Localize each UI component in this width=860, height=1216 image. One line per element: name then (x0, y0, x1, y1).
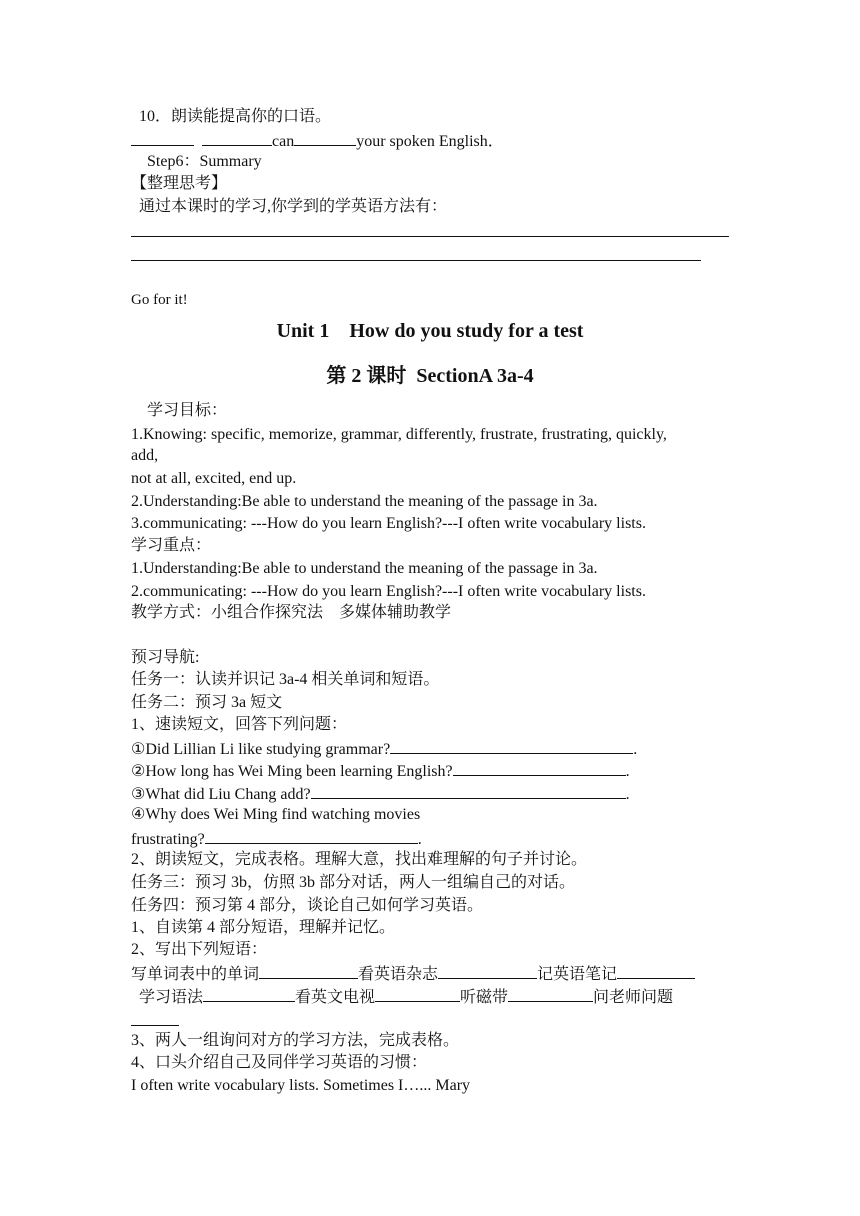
preview-label: 预习导航: (131, 649, 200, 666)
answer-blank (205, 828, 418, 844)
period: . (625, 763, 630, 780)
answer-blank (617, 963, 695, 979)
task-4: 任务四：预习第 4 部分，谈论自己如何学习英语。 (131, 897, 484, 914)
think-heading: 【整理思考】 (131, 175, 228, 192)
objectives-label: 学习目标： (147, 402, 228, 419)
question-3 (131, 783, 630, 805)
step6-summary: Step6：Summary (147, 153, 262, 170)
answer-line (131, 236, 729, 237)
question-2-text: ②How long has Wei Ming been learning English? (131, 763, 453, 780)
answer-blank (311, 783, 626, 799)
item-10-chinese: 10．朗读能提高你的口语。 (139, 108, 332, 125)
answer-line (131, 1025, 179, 1026)
task-1: 任务一：认读并识记 3a-4 相关单词和短语。 (131, 671, 440, 688)
answer-blank (259, 963, 358, 979)
key-point-understanding: 1.Understanding:Be able to understand the meaning of the passage in 3a. (131, 560, 598, 577)
task-2-step-2: 2、朗读短文，完成表格。理解大意，找出难理解的句子并讨论。 (131, 851, 588, 868)
lesson-title: 第 2 课时 SectionA 3a-4 (326, 365, 534, 387)
blank (202, 130, 272, 146)
go-for-it: Go for it! (131, 292, 188, 308)
teaching-method: 教学方式：小组合作探究法 多媒体辅助教学 (131, 604, 452, 621)
question-2 (131, 760, 630, 782)
task-3: 任务三：预习 3b，仿照 3b 部分对话，两人一组编自己的对话。 (131, 874, 576, 891)
task-2: 任务二：预习 3a 短文 (131, 694, 283, 711)
answer-blank (453, 760, 626, 776)
question-4-cont (131, 828, 422, 850)
period: . (633, 741, 638, 758)
task-4-step-1: 1、自读第 4 部分短语，理解并记忆。 (131, 919, 396, 936)
item-10-can: can (272, 133, 295, 150)
task-4-step-3: 3、两人一组询问对方的学习方法，完成表格。 (131, 1032, 460, 1049)
question-4-text: frustrating? (131, 831, 205, 848)
objective-knowing-cont: not at all, excited, end up. (131, 470, 297, 487)
period: . (417, 831, 422, 848)
answer-line (131, 260, 701, 261)
phrases-row-2 (139, 986, 673, 1008)
answer-blank (375, 986, 460, 1002)
key-point-communicating: 2.communicating: ---How do you learn English?---I often write vocabulary lists. (131, 583, 646, 600)
phrase: 记英语笔记 (537, 966, 618, 983)
phrases-row-1 (131, 963, 695, 985)
task-2-step-1: 1、速读短文，回答下列问题： (131, 716, 348, 733)
period: . (625, 786, 630, 803)
question-3-text: ③What did Liu Chang add? (131, 786, 311, 803)
item-10-english (131, 130, 504, 152)
blank (294, 130, 356, 146)
answer-blank (508, 986, 593, 1002)
key-points-label: 学习重点： (131, 537, 212, 554)
question-1-text: ①Did Lillian Li like studying grammar? (131, 741, 391, 758)
unit-title: Unit 1 How do you study for a test (276, 320, 584, 342)
objective-understanding: 2.Understanding:Be able to understand the meaning of the passage in 3a. (131, 493, 598, 510)
phrase: 看英文电视 (295, 989, 376, 1006)
phrase: 问老师问题 (593, 989, 674, 1006)
question-1 (131, 738, 637, 760)
phrase: 听磁带 (460, 989, 509, 1006)
objective-knowing: 1.Knowing: specific, memorize, grammar, differently, frustrate, frustrating, quickly, (131, 426, 667, 443)
blank (131, 130, 194, 146)
item-10-rest: your spoken English． (356, 133, 504, 150)
phrase: 看英语杂志 (358, 966, 439, 983)
task-4-step-4: 4、口头介绍自己及同伴学习英语的习惯： (131, 1054, 428, 1071)
objective-communicating: 3.communicating: ---How do you learn English?---I often write vocabulary lists. (131, 515, 646, 532)
example-sentence: I often write vocabulary lists. Sometimes I…... Mary (131, 1077, 471, 1094)
answer-blank (203, 986, 295, 1002)
phrase: 学习语法 (139, 989, 204, 1006)
phrase: 写单词表中的单词 (131, 966, 260, 983)
question-4: ④Why does Wei Ming find watching movies (131, 806, 421, 823)
task-4-step-2: 2、写出下列短语： (131, 941, 268, 958)
objective-knowing-cont: add, (131, 447, 159, 464)
answer-blank (390, 738, 633, 754)
summary-question: 通过本课时的学习,你学到的学英语方法有： (139, 198, 448, 215)
answer-blank (438, 963, 537, 979)
